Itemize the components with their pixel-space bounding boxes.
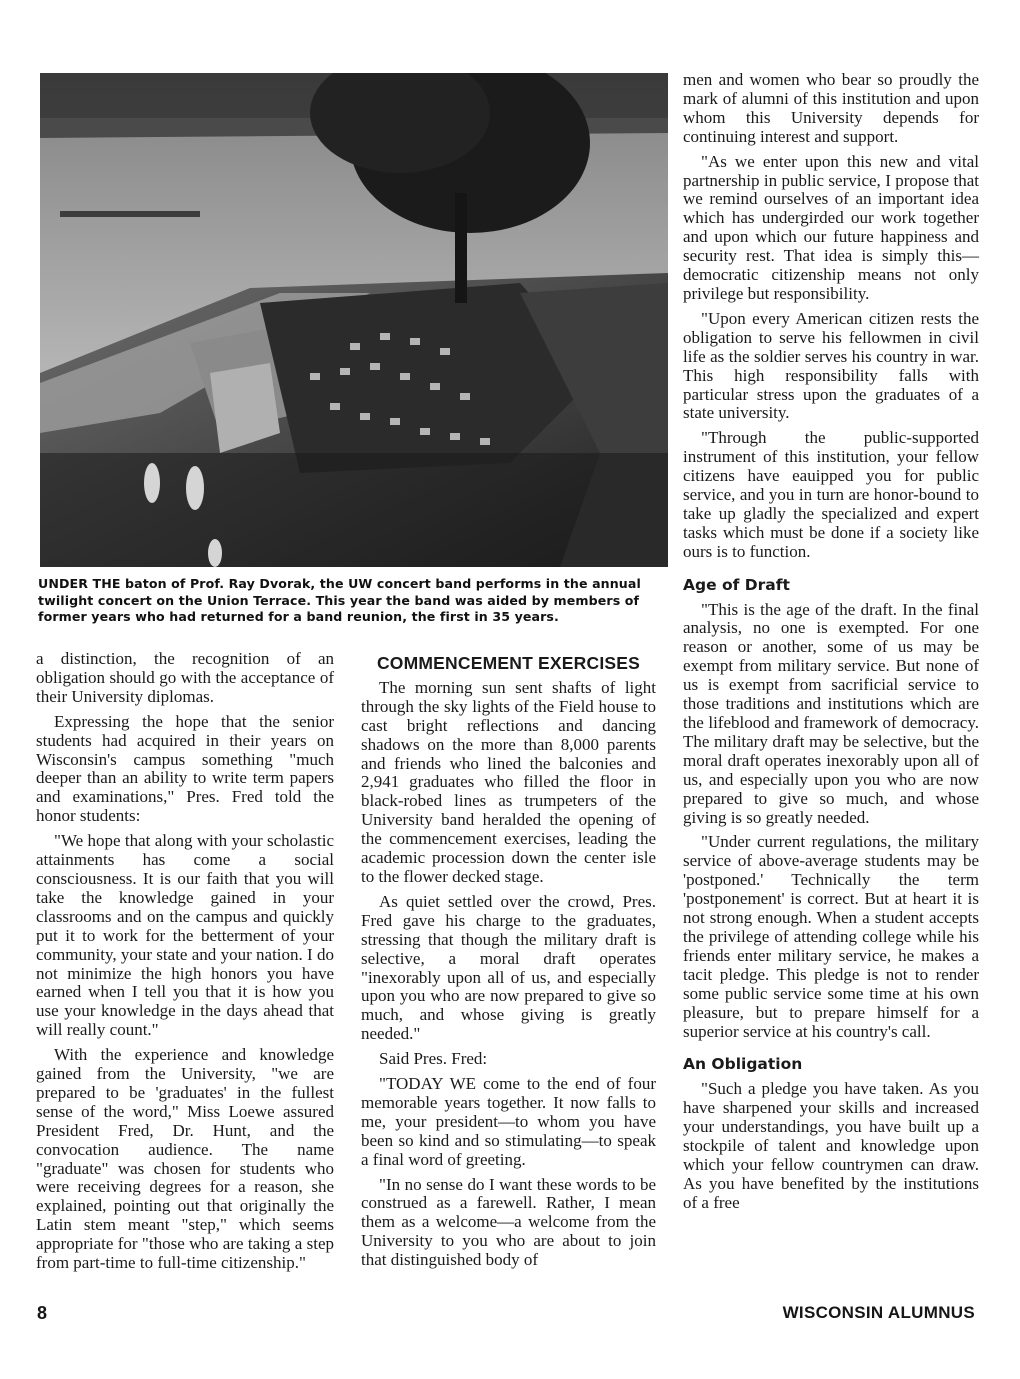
paragraph: "This is the age of the draft. In the final analysis, no one is exempted. For one reason or another, some of us may be exempt from military service. But none of us is exempt from sacrificial service to those traditions and institutions which are the lifeblood and framework of democracy. The military draft may be selective, but the moral draft operates inexorably upon all of us, and especially upon you who are now prepared to give so much, and whose giving is so greatly needed. <box>683 599 979 827</box>
paragraph: "Under current regulations, the military service of above-average students may be 'postponed.' Technically the term 'postponement' is correct. But at heart it is not strong enough. When a student accepts the privilege of attending college while his friends enter military service, he makes a tacit pledge. This pledge is not to render some public service some time at his own pleasure, but to prepare himself for a superior service at his country's call. <box>683 832 979 1041</box>
paragraph: a distinction, the recognition of an obligation should go with the acceptance of their University diplomas. <box>36 649 334 706</box>
paragraph: "Through the public-supported instrument of this institution, your fellow citizens have eauipped you for public service, and you in turn are honor-bound to take up gladly the specialized and expert tasks which must be done if a society like ours is to function. <box>683 428 979 561</box>
paragraph: As quiet settled over the crowd, Pres. Fred gave his charge to the graduates, stressing that though the military draft is selective, a moral draft operates "inexorably upon all of us, and especially upon you who are now prepared to give so much, and whose giving is greatly needed." <box>361 891 656 1044</box>
magazine-title: WISCONSIN ALUMNUS <box>782 1303 975 1322</box>
paragraph: "Such a pledge you have taken. As you have sharpened your skills and increased your understandings, you have built up a stockpile of talent and knowledge upon which your fellow countrymen can draw. As you have benefited by the institutions of a free <box>683 1079 979 1212</box>
section-heading-commencement: COMMENCEMENT EXERCISES <box>376 653 641 673</box>
column-left <box>36 650 334 1273</box>
paragraph: "In no sense do I want these words to be construed as a farewell. Rather, I mean them as a welcome—a welcome from the University to you who are about to join that distinguished body of <box>361 1174 656 1270</box>
paragraph: Said Pres. Fred: <box>379 1049 488 1069</box>
paragraph: With the experience and knowledge gained from the University, "we are prepared to be 'graduates' in the fullest sense of the word," Miss Loewe assured President Fred, Dr. Hunt, and the convocation audience. The name "graduate" was chosen for students who were receiving degrees for a reason, she explained, pointing out that originally the Latin stem meant "step," which seems appropriate for "those who are taking a step from part-time to full-time citizenship." <box>36 1045 334 1273</box>
column-middle <box>361 654 656 1270</box>
band-concert-photo <box>40 73 668 567</box>
photo-caption <box>38 576 670 626</box>
paragraph: men and women who bear so proudly the mark of alumni of this institution and upon whom this University depends for continuing interest and support. <box>683 70 979 146</box>
paragraph: "Upon every American citizen rests the obligation to serve his fellowmen in civil life as the soldier serves his country in war. This high responsibility falls with particular stress upon the graduates of a state university. <box>683 308 979 423</box>
paragraph: "TODAY WE come to the end of four memorable years together. It now falls to me, your president—to whom you have been so kind and so stimulating—to speak a final word of greeting. <box>361 1074 656 1169</box>
paragraph: Expressing the hope that the senior students had acquired in their years on Wisconsin's campus something "much deeper than an ability to write term papers and examinations," Pres. Fred told the honor students: <box>36 711 334 826</box>
page-number: 8 <box>37 1303 48 1323</box>
caption-text: UNDER THE baton of Prof. Ray Dvorak, the UW concert band performs in the annual twilight concert on the Union Terrace. This year the band was aided by members of former years who had returned for a band reunion, the first in 35 years. <box>38 576 641 624</box>
paragraph: "As we enter upon this new and vital partnership in public service, I propose that we remind ourselves of an important idea which has undergirded our work together and upon which our future happiness and security rest. That idea is simply this—democratic citizenship means not only privilege but responsibility. <box>683 151 979 303</box>
column-right <box>683 71 979 1213</box>
paragraph: The morning sun sent shafts of light through the sky lights of the Field house to cast bright reflections and dancing shadows on the more than 8,000 parents and friends who lined the balconies and 2,941 graduates who filled the floor in black-robed lines as trumpeters of the University band heralded the opening of the commencement exercises, leading the academic procession down the center isle to the flower decked stage. <box>361 677 656 886</box>
subheading-age-of-draft: Age of Draft <box>683 575 790 594</box>
paragraph: "We hope that along with your scholastic attainments has come a social consciousness. It is our faith that you will take the knowledge gained in your classrooms and on the campus and quickly put it to work for the betterment of your community, your state and your nation. I do not minimize the high honors you have earned when I tell you that it is how you use your knowledge in the days ahead that will really count." <box>36 831 334 1040</box>
subheading-an-obligation: An Obligation <box>683 1055 803 1074</box>
